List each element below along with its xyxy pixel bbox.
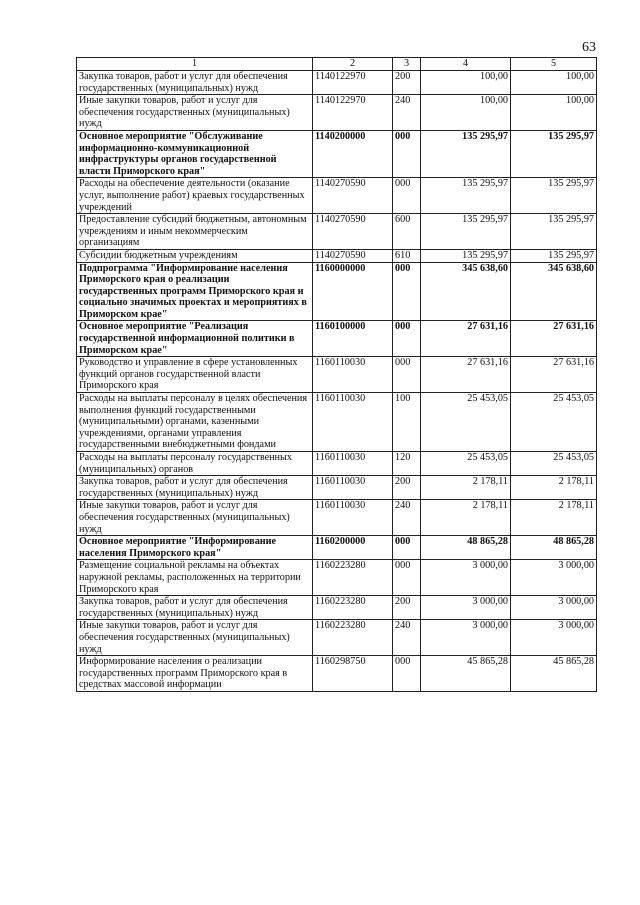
row-name: Расходы на выплаты персоналу в целях обеспечения выполнения функций государственными (муниципальными) органами, казенными учреждениями, органами управления государственными внебюджетными фондами: [77, 393, 313, 452]
row-value-2: 100,00: [511, 71, 597, 95]
row-value-2: 135 295,97: [511, 130, 597, 177]
row-type: 240: [393, 620, 421, 656]
header-cell-code: 2: [313, 58, 393, 71]
row-type: 000: [393, 262, 421, 321]
table-row: [77, 130, 597, 177]
row-name: Субсидии бюджетным учреждениям: [77, 249, 313, 262]
table-header-row: [77, 58, 597, 71]
row-value-2: 25 453,05: [511, 452, 597, 476]
row-type: 240: [393, 500, 421, 536]
budget-table: [76, 57, 597, 692]
row-name: Основное мероприятие "Обслуживание информационно-коммуникационной инфраструктуры органов государственной власти Приморского края": [77, 130, 313, 177]
header-cell-value-2: 5: [511, 58, 597, 71]
table-row: [77, 321, 597, 357]
row-value-1: 48 865,28: [421, 536, 511, 560]
row-code: 1140270590: [313, 178, 393, 214]
row-code: 1160100000: [313, 321, 393, 357]
row-name: Основное мероприятие "Информирование населения Приморского края": [77, 536, 313, 560]
row-value-1: 25 453,05: [421, 452, 511, 476]
row-value-1: 45 865,28: [421, 656, 511, 692]
row-type: 000: [393, 130, 421, 177]
table-row: [77, 71, 597, 95]
row-value-2: 27 631,16: [511, 321, 597, 357]
row-type: 240: [393, 95, 421, 131]
table-row: [77, 95, 597, 131]
row-name: Размещение социальной рекламы на объектах наружной рекламы, расположенных на территории Приморского края: [77, 560, 313, 596]
row-code: 1140270590: [313, 249, 393, 262]
row-value-2: 135 295,97: [511, 249, 597, 262]
table-row: [77, 214, 597, 250]
row-code: 1160200000: [313, 536, 393, 560]
row-code: 1160223280: [313, 620, 393, 656]
row-name: Основное мероприятие "Реализация государственной информационной политики в Приморском крае": [77, 321, 313, 357]
table-row: [77, 393, 597, 452]
row-value-1: 2 178,11: [421, 476, 511, 500]
table-row: [77, 476, 597, 500]
row-name: Расходы на обеспечение деятельности (оказание услуг, выполнение работ) краевых государственных учреждений: [77, 178, 313, 214]
row-type: 120: [393, 452, 421, 476]
row-value-2: 2 178,11: [511, 476, 597, 500]
row-name: Иные закупки товаров, работ и услуг для обеспечения государственных (муниципальных) нужд: [77, 500, 313, 536]
row-name: Подпрограмма "Информирование населения Приморского края о реализации государственных программ Приморского края и социально значимых проектах и мероприятиях в Приморском крае": [77, 262, 313, 321]
table-row: [77, 452, 597, 476]
header-cell-name: 1: [77, 58, 313, 71]
page-number: 63: [582, 40, 596, 55]
row-code: 1140122970: [313, 95, 393, 131]
row-code: 1140122970: [313, 71, 393, 95]
row-name: Закупка товаров, работ и услуг для обеспечения государственных (муниципальных) нужд: [77, 71, 313, 95]
row-name: Предоставление субсидий бюджетным, автономным учреждениям и иным некоммерческим организациям: [77, 214, 313, 250]
row-value-2: 27 631,16: [511, 357, 597, 393]
row-code: 1160110030: [313, 476, 393, 500]
row-value-1: 135 295,97: [421, 178, 511, 214]
row-value-1: 345 638,60: [421, 262, 511, 321]
row-type: 000: [393, 178, 421, 214]
row-type: 610: [393, 249, 421, 262]
row-name: Иные закупки товаров, работ и услуг для обеспечения государственных (муниципальных) нужд: [77, 620, 313, 656]
row-name: Руководство и управление в сфере установленных функций органов государственной власти Приморского края: [77, 357, 313, 393]
table-row: [77, 536, 597, 560]
row-value-1: 3 000,00: [421, 596, 511, 620]
row-type: 100: [393, 393, 421, 452]
row-name: Информирование населения о реализации государственных программ Приморского края в средствах массовой информации: [77, 656, 313, 692]
row-code: 1160110030: [313, 393, 393, 452]
row-type: 200: [393, 71, 421, 95]
row-value-1: 2 178,11: [421, 500, 511, 536]
row-code: 1160110030: [313, 500, 393, 536]
row-value-2: 345 638,60: [511, 262, 597, 321]
table-row: [77, 656, 597, 692]
row-type: 000: [393, 560, 421, 596]
row-value-1: 27 631,16: [421, 321, 511, 357]
header-cell-value-1: 4: [421, 58, 511, 71]
row-value-1: 25 453,05: [421, 393, 511, 452]
row-code: 1160110030: [313, 357, 393, 393]
row-value-2: 135 295,97: [511, 178, 597, 214]
row-value-1: 135 295,97: [421, 130, 511, 177]
table-row: [77, 596, 597, 620]
table-row: [77, 262, 597, 321]
table-row: [77, 357, 597, 393]
row-value-1: 3 000,00: [421, 620, 511, 656]
row-code: 1160110030: [313, 452, 393, 476]
row-value-2: 2 178,11: [511, 500, 597, 536]
row-type: 000: [393, 536, 421, 560]
row-type: 600: [393, 214, 421, 250]
header-cell-type: 3: [393, 58, 421, 71]
row-value-2: 3 000,00: [511, 560, 597, 596]
row-value-1: 100,00: [421, 71, 511, 95]
row-type: 000: [393, 321, 421, 357]
row-value-2: 135 295,97: [511, 214, 597, 250]
row-code: 1140270590: [313, 214, 393, 250]
table-row: [77, 620, 597, 656]
row-value-1: 135 295,97: [421, 249, 511, 262]
row-value-2: 45 865,28: [511, 656, 597, 692]
row-value-1: 100,00: [421, 95, 511, 131]
row-type: 000: [393, 656, 421, 692]
table-row: [77, 500, 597, 536]
row-name: Закупка товаров, работ и услуг для обеспечения государственных (муниципальных) нужд: [77, 596, 313, 620]
row-name: Иные закупки товаров, работ и услуг для обеспечения государственных (муниципальных) нужд: [77, 95, 313, 131]
row-value-1: 3 000,00: [421, 560, 511, 596]
row-name: Закупка товаров, работ и услуг для обеспечения государственных (муниципальных) нужд: [77, 476, 313, 500]
table-row: [77, 178, 597, 214]
row-code: 1160223280: [313, 596, 393, 620]
row-value-2: 100,00: [511, 95, 597, 131]
row-value-1: 135 295,97: [421, 214, 511, 250]
row-code: 1160223280: [313, 560, 393, 596]
row-code: 1140200000: [313, 130, 393, 177]
table-row: [77, 249, 597, 262]
row-value-2: 3 000,00: [511, 620, 597, 656]
row-name: Расходы на выплаты персоналу государственных (муниципальных) органов: [77, 452, 313, 476]
row-type: 000: [393, 357, 421, 393]
row-value-2: 25 453,05: [511, 393, 597, 452]
row-type: 200: [393, 596, 421, 620]
row-code: 1160298750: [313, 656, 393, 692]
row-code: 1160000000: [313, 262, 393, 321]
row-value-2: 48 865,28: [511, 536, 597, 560]
row-type: 200: [393, 476, 421, 500]
table-row: [77, 560, 597, 596]
row-value-2: 3 000,00: [511, 596, 597, 620]
row-value-1: 27 631,16: [421, 357, 511, 393]
